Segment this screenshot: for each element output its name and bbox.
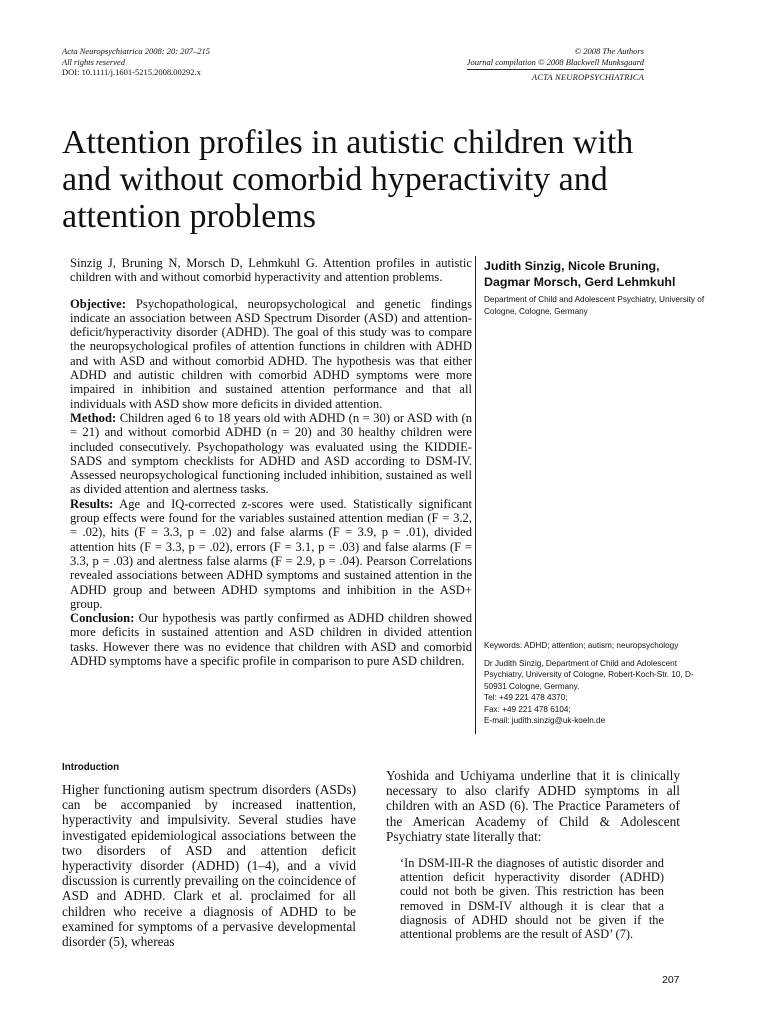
conclusion-text: Our hypothesis was partly confirmed as ADHD children showed more deficits in sustained attention and ASD children in divided attention tasks. However there was no evidence that children with ASD and comorbid ADHD symptoms have a specific profile in comparison to pure ASD children.: [70, 611, 472, 669]
journal-header-right: [467, 46, 644, 83]
body-column-right: Yoshida and Uchiyama underline that it is clinically necessary to also clarify ADHD symptoms in all children with an ASD (6). The Practice Parameters of the American Academy of Child & Adolescent Psychiatry state literally that:: [386, 768, 680, 844]
article-title: Attention profiles in autistic children with and without comorbid hyperactivity and attention problems: [62, 124, 634, 235]
results-label: Results:: [70, 496, 114, 511]
author-affiliation: Department of Child and Adolescent Psychiatry, University of Cologne, Cologne, Germany: [484, 295, 705, 316]
compilation-notice: Journal compilation © 2008 Blackwell Munksgaard: [466, 56, 644, 67]
page-number: 207: [662, 974, 680, 986]
keywords: Keywords: ADHD; attention; autism; neuropsychology: [484, 641, 679, 650]
correspondence-email[interactable]: E-mail: judith.sinzig@uk-koeln.de: [484, 716, 606, 726]
copyright-notice: © 2008 The Authors: [574, 46, 644, 56]
body-column-left: Higher functioning autism spectrum disorders (ASDs) can be accompanied by increased inattention, hyperactivity and impulsivity. Several studies have investigated epidemiological associations between the two disorders of ASD and attention deficit hyperactivity disorder (ADHD) (1–4), and a vivid discussion is currently prevailing on the coincidence of ASD and ADHD. Clark et al. proclaimed for all children who receive a diagnosis of ADHD to be examined for symptoms of a pervasive developmental disorder (5), whereas: [62, 782, 356, 950]
abstract-objective: [70, 297, 472, 411]
correspondence: [484, 658, 714, 726]
journal-name: ACTA NEUROPSYCHIATRICA: [467, 69, 644, 83]
column-divider: [475, 256, 476, 734]
journal-citation: Acta Neuropsychiatrica 2008: 20: 207–215: [62, 46, 210, 56]
objective-text: Psychopathological, neuropsychological and genetic findings indicate an association between ASD Spectrum Disorder (ASD) and attention-deficit/hyperactivity disorder (ADHD). The goal of this study was to compare the neuropsychological profiles of attention functions in children with ADHD and with ASD and without comorbid ADHD. The hypothesis was that either ADHD and autistic children with comorbid ADHD symptoms were more impaired in inhibition and sustained attention performance and that all individuals with ASD show more deficits in divided attention.: [70, 296, 472, 411]
abstract-citation: Sinzig J, Bruning N, Morsch D, Lehmkuhl G. Attention profiles in autistic children with and without comorbid hyperactivity and attention problems.: [70, 256, 472, 285]
correspondence-tel: Tel: +49 221 478 4370;: [484, 693, 568, 703]
abstract-results: [70, 497, 472, 611]
block-quote: ‘In DSM-III-R the diagnoses of autistic disorder and attention deficit hyperactivity disorder (ADHD) could not both be given. This restriction has been removed in DSM-IV although it is clear that a diagnosis of ADHD should not be given if the attentional problems are the result of ASD’ (7).: [400, 856, 664, 942]
author-list: Judith Sinzig, Nicole Bruning, Dagmar Morsch, Gerd Lehmkuhl: [484, 259, 676, 289]
rights-notice: All rights reserved: [62, 56, 125, 67]
doi-link[interactable]: DOI: 10.1111/j.1601-5215.2008.00292.x: [62, 67, 201, 77]
objective-label: Objective:: [70, 296, 126, 311]
conclusion-label: Conclusion:: [70, 611, 135, 626]
method-label: Method:: [70, 410, 117, 425]
section-heading-introduction: Introduction: [62, 762, 120, 773]
results-text: Age and IQ-corrected z-scores were used. Statistically significant group effects were found for the variables sustained attention median (F = 3.2, = .02), hits (F = 3.3, p = .02) and false alarms (F = 3.9, p = .01), divided attention hits (F = 3.3, p = .02), errors (F = 3.1, p = .03) and false alarms (F = 3.3, p = .03) and alertness false alarms (F = 2.9, p = .04). Pearson Correlations revealed associations between ADHD symptoms and sustained attention in the ADHD group and between ADHD symptoms and inhibition in the ASD+ group.: [70, 496, 472, 611]
method-text: Children aged 6 to 18 years old with ADHD (n = 30) or ASD with (n = 21) and without comorbid ADHD (n = 20) and 30 healthy children were included consecutively. Psychopathology was evaluated using the KIDDIE-SADS and symptom checklists for ADHD and ASD according to DSM-IV. Assessed neuropsychological functioning included inhibition, sustained as well as divided attention and alertness tasks.: [70, 410, 473, 497]
journal-header-left: [62, 46, 210, 78]
correspondence-fax: Fax: +49 221 478 6104;: [484, 704, 571, 714]
abstract-method: [70, 411, 472, 497]
correspondence-address: Dr Judith Sinzig, Department of Child and Adolescent Psychiatry, University of Cologne, Robert-Koch-Str. 10, D-50931 Cologne, Germany.: [484, 659, 694, 691]
abstract: [70, 256, 472, 668]
abstract-conclusion: [70, 611, 472, 668]
